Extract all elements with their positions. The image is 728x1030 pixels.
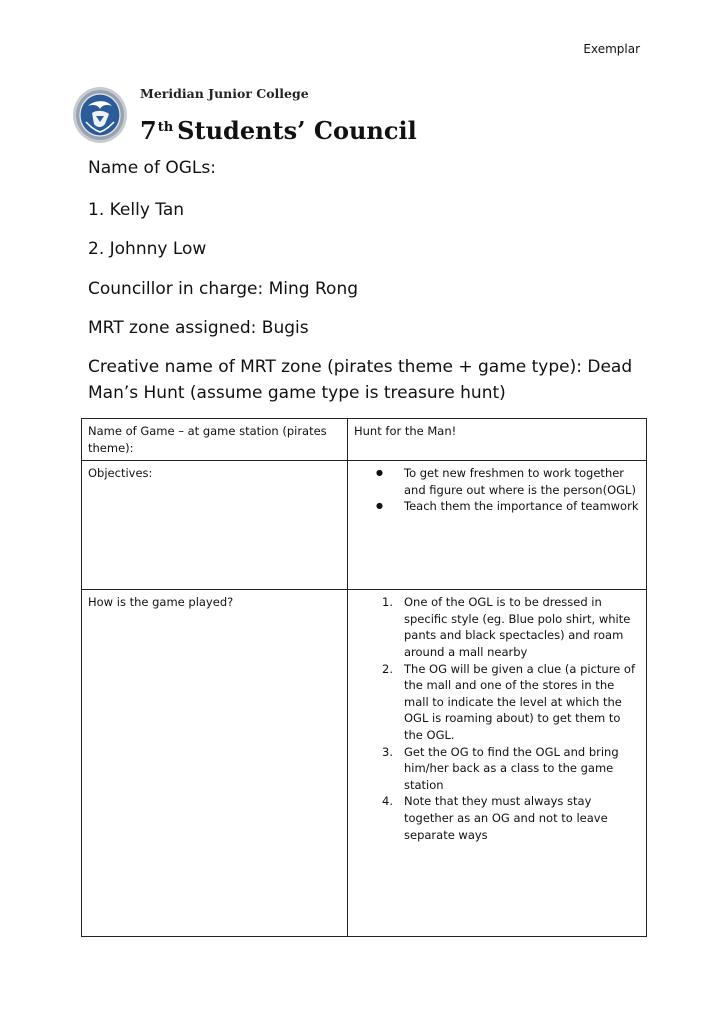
college-crest-logo [72, 86, 128, 144]
council-title [140, 116, 417, 145]
creative-name-line-2: Man’s Hunt (assume game type is treasure hunt) [88, 383, 506, 403]
ogls-label: Name of OGLs: [88, 158, 216, 178]
creative-name-line-1: Creative name of MRT zone (pirates theme + game type): Dead [88, 357, 633, 377]
objective-item: ● To get new freshmen to work together and figure out where is the person(OGL) [376, 465, 640, 498]
council-number: 7 [140, 116, 157, 145]
mrt-zone-assigned: MRT zone assigned: Bugis [88, 318, 309, 338]
council-name: Students’ Council [177, 116, 417, 145]
objectives-list [354, 465, 640, 515]
ogl-1: 1. Kelly Tan [88, 200, 185, 220]
table-row-how-to-play [82, 590, 647, 937]
step-number: 1. [382, 595, 393, 610]
objectives-label: Objectives: [82, 461, 348, 590]
game-name-label: Name of Game – at game station (pirates theme): [82, 419, 348, 461]
steps-list [354, 594, 640, 843]
step-text: The OG will be given a clue (a picture of the mall and one of the stores in the mall to indicate the level at which the OGL is roaming about) to get them to the OGL. [404, 661, 635, 742]
step-item [376, 594, 640, 660]
objectives-cell [348, 461, 647, 590]
letterhead [72, 80, 672, 150]
game-name-value: Hunt for the Man! [348, 419, 647, 461]
step-number: 2. [382, 661, 393, 676]
objective-item: ● Teach them the importance of teamwork [376, 498, 640, 515]
step-item [376, 744, 640, 794]
step-text: One of the OGL is to be dressed in specific style (eg. Blue polo shirt, white pants and black spectacles) and roam around a mall nearby [404, 595, 631, 659]
table-row-objectives [82, 461, 647, 590]
step-item [376, 793, 640, 843]
step-item [376, 661, 640, 744]
exemplar-label: Exemplar [583, 42, 640, 56]
college-name: Meridian Junior College [140, 86, 309, 101]
table-row-game-name [82, 419, 647, 461]
step-number: 3. [382, 744, 393, 759]
step-text: Get the OG to find the OGL and bring him/her back as a class to the game station [404, 744, 619, 792]
how-to-play-label: How is the game played? [82, 590, 348, 937]
step-number: 4. [382, 794, 393, 809]
step-text: Note that they must always stay together as an OG and not to leave separate ways [404, 794, 608, 842]
council-ordinal-suffix: th [157, 120, 174, 135]
ogl-2: 2. Johnny Low [88, 239, 207, 259]
how-to-play-cell [348, 590, 647, 937]
councillor-in-charge: Councillor in charge: Ming Rong [88, 279, 359, 299]
game-station-table [81, 418, 647, 937]
